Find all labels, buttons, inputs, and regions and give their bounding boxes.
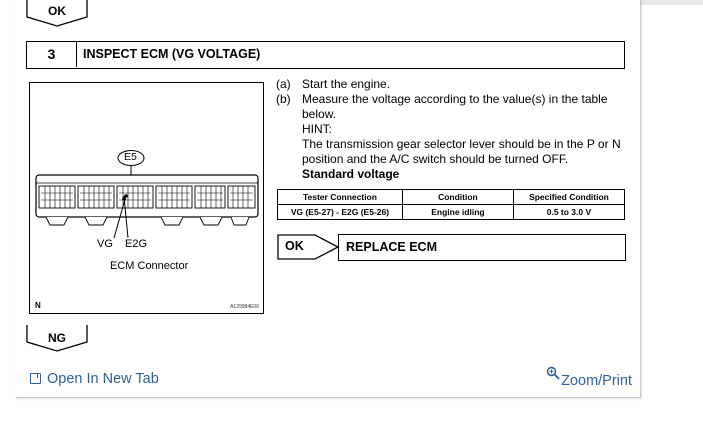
instruction-b-text: Measure the voltage according to the value(s) in the table below. <box>302 92 608 121</box>
standard-voltage-label: Standard voltage <box>302 167 400 181</box>
step-title: INSPECT ECM (VG VOLTAGE) <box>83 47 261 61</box>
ecm-connector-diagram <box>29 82 264 314</box>
zoom-print-label: Zoom/Print <box>561 373 632 389</box>
open-in-new-tab-label: Open In New Tab <box>47 371 159 387</box>
flow-tag-ng-label: NG <box>48 331 66 345</box>
step-number: 3 <box>27 42 77 67</box>
table-header-row <box>278 190 625 205</box>
zoom-magnifier-icon <box>546 366 560 380</box>
pin-vg-label: VG <box>97 238 113 250</box>
connector-drawing <box>30 83 265 315</box>
flow-tag-ok-label: OK <box>48 4 66 18</box>
step-header <box>26 41 625 69</box>
col-specified-condition: Specified Condition <box>513 190 624 205</box>
result-action-box <box>338 234 626 261</box>
cell-specified-condition: 0.5 to 3.0 V <box>513 205 624 220</box>
instruction-a-marker: (a) <box>276 77 291 91</box>
hint-label: HINT: <box>302 122 332 136</box>
footer-bar <box>16 364 640 396</box>
instructions <box>276 77 626 182</box>
connector-id-label: E5 <box>124 151 137 163</box>
flow-tag-ng <box>26 325 88 350</box>
open-in-new-tab-icon <box>30 373 41 384</box>
col-tester-connection: Tester Connection <box>278 190 403 205</box>
diagram-caption: ECM Connector <box>110 260 189 272</box>
result-ok-label: OK <box>285 239 304 253</box>
instruction-a-text: Start the engine. <box>302 77 391 91</box>
instruction-a <box>276 77 626 92</box>
flow-tag-ok <box>26 0 88 25</box>
instruction-b <box>276 92 626 122</box>
spec-table <box>277 189 625 220</box>
zoom-print-link[interactable] <box>546 371 632 389</box>
instruction-b-marker: (b) <box>276 92 291 106</box>
cell-tester-connection: VG (E5-27) - E2G (E5-26) <box>278 205 403 220</box>
table-row <box>278 205 625 220</box>
result-action-label: REPLACE ECM <box>346 240 437 254</box>
figure-id: A129984E06 <box>230 304 259 310</box>
hint-text: The transmission gear selector lever should be in the P or N position and the A/C switch should be turned OFF. <box>302 137 621 166</box>
corner-mark: N <box>35 301 41 310</box>
side-strip <box>641 0 703 5</box>
pin-e2g-label: E2G <box>125 238 148 250</box>
result-ok-tag <box>277 234 339 259</box>
cell-condition: Engine idling <box>402 205 513 220</box>
col-condition: Condition <box>402 190 513 205</box>
open-in-new-tab-link[interactable] <box>30 371 159 387</box>
